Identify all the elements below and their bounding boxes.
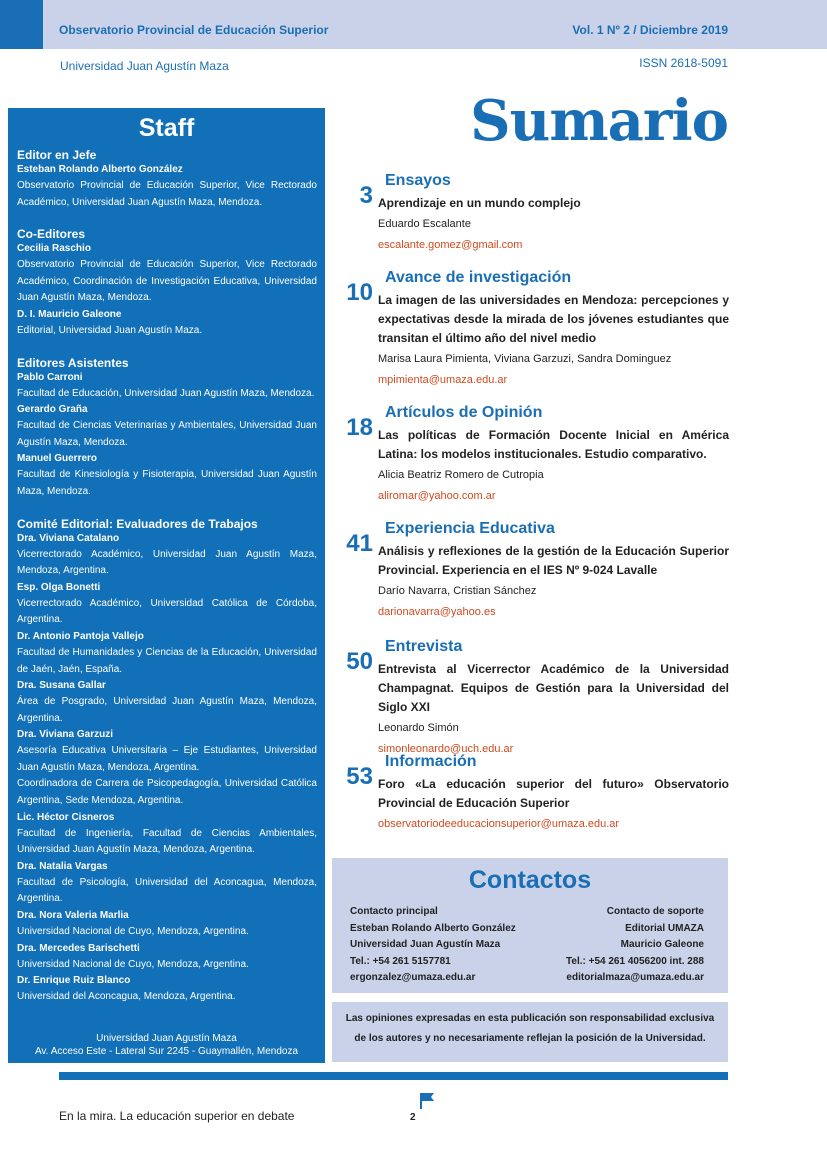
sumario-entry[interactable] [339,520,729,622]
entry-page-number: 53 [346,763,373,790]
header-university: Universidad Juan Agustín Maza [60,59,229,73]
staff-section-heading: Editor en Jefe [17,148,97,162]
header-issn: ISSN 2618-5091 [639,56,728,70]
contact-line: Tel.: +54 261 5157781 [350,955,451,967]
contact-line: Mauricio Galeone [620,939,704,951]
sumario-entry[interactable] [339,269,729,390]
entry-title: Foro «La educación superior del futuro» Observatorio Provincial de Educación Superior [378,777,729,810]
staff-person-name: Esp. Olga Bonetti [17,581,101,593]
staff-person-affiliation: Universidad del Aconcagua, Mendoza, Argentina. [17,991,236,1003]
contact-line: Contacto de soporte [606,906,704,917]
header-volume: Vol. 1 Nº 2 / Diciembre 2019 [572,23,728,37]
staff-person-name: Dra. Viviana Garzuzi [17,729,113,741]
staff-person-affiliation: Facultad de Educación, Universidad Juan Agustín Maza, Mendoza. [17,387,315,399]
entry-title: Análisis y reflexiones de la gestión de la Educación Superior Provincial. Experiencia en el IES Nº 9-024 Lavalle [378,544,729,577]
staff-panel [8,108,325,1063]
staff-section-heading: Co-Editores [17,227,86,242]
entry-email[interactable]: mpimienta@umaza.edu.ar [378,374,508,386]
staff-person-affiliation: Universidad Nacional de Cuyo, Mendoza, Argentina. [17,926,249,938]
staff-person-affiliation: Coordinadora de Carrera de Psicopedagogía, Universidad Católica Argentina, Sede Mendoza, Argentina. [17,778,317,807]
entry-title: Entrevista al Vicerrector Académico de la Universidad Champagnat. Equipos de Gestión para la Universidad del Siglo XXI [378,662,729,714]
entry-page-number: 3 [359,182,373,209]
staff-person-affiliation: Observatorio Provincial de Educación Superior, Vice Rectorado Académico, Universidad Juan Agustín Maza, Mendoza. [17,180,317,208]
staff-person-affiliation: Editorial, Universidad Juan Agustín Maza. [17,324,203,336]
staff-person-affiliation: Facultad de Humanidades y Ciencias de la Educación, Universidad de Jaén, Jaén, España. [17,646,317,675]
staff-list [8,143,325,1006]
sumario-entry[interactable] [339,753,729,834]
sumario-title: Sumario [470,88,728,154]
staff-person-name: Dr. Enrique Ruiz Blanco [17,975,131,987]
staff-person-affiliation: Facultad de Ingeniería, Facultad de Ciencias Ambientales, Universidad Juan Agustín Maza, Mendoza, Argentina. [17,827,317,856]
staff-person-affiliation: Facultad de Ciencias Veterinarias y Ambientales, Universidad Juan Agustín Maza, Mendoza. [17,420,317,448]
entry-authors: Alicia Beatriz Romero de Cutropia [378,469,544,481]
sumario-entry[interactable] [339,638,729,759]
staff-person-affiliation: Facultad de Kinesiología y Fisioterapia, Universidad Juan Agustín Maza, Mendoza. [17,469,317,497]
header-accent [0,0,43,49]
entry-email[interactable]: aliromar@yahoo.com.ar [378,490,496,502]
sumario-entry[interactable] [339,404,729,506]
footer-bar [59,1072,728,1080]
staff-person-affiliation: Asesoría Educativa Universitaria – Eje Estudiantes, Universidad Juan Agustín Maza, Mendoza, Argentina. [17,745,317,773]
staff-person-name: Esteban Rolando Alberto González [17,164,183,175]
entry-email[interactable]: observatoriodeeducacionsuperior@umaza.edu.ar [378,818,620,830]
staff-person-affiliation: Área de Posgrado, Universidad Juan Agustín Maza, Mendoza, Argentina. [17,696,317,724]
entry-category: Información [385,753,477,770]
staff-person-name: Dra. Nora Valeria Marlia [17,910,129,922]
staff-person-affiliation: Vicerrectorado Académico, Universidad Juan Agustín Maza, Mendoza, Argentina. [17,548,317,577]
contact-soporte [566,904,704,987]
staff-person-affiliation: Observatorio Provincial de Educación Superior, Vice Rectorado Académico, Coordinación de Investigación Educativa, Universidad Juan Agustín Maza, Mendoza. [17,259,317,304]
contact-email[interactable]: editorialmaza@umaza.edu.ar [566,972,704,984]
staff-person-name: Dra. Mercedes Barischetti [17,942,140,954]
entry-page-number: 18 [346,414,373,441]
contact-line: Tel.: +54 261 4056200 int. 288 [566,955,704,967]
entry-page-number: 10 [346,279,373,306]
entry-title: La imagen de las universidades en Mendoza: percepciones y expectativas desde la mirada de los jóvenes estudiantes que transitan el último año del nivel medio [378,293,729,345]
entry-authors: Eduardo Escalante [378,218,471,230]
contact-title: Contactos [468,866,592,894]
entry-category: Artículos de Opinión [385,404,543,421]
staff-person-affiliation: Vicerrectorado Académico, Universidad Católica de Córdoba, Argentina. [17,597,317,626]
entry-email[interactable]: escalante.gomez@gmail.com [378,239,523,251]
header-observatorio: Observatorio Provincial de Educación Superior [59,23,329,37]
staff-footer-line: Av. Acceso Este - Lateral Sur 2245 - Guaymallén, Mendoza [34,1046,299,1057]
staff-person-name: Lic. Héctor Cisneros [17,811,115,823]
staff-person-name: Gerardo Graña [17,404,88,416]
staff-person-name: Dra. Viviana Catalano [17,532,120,544]
staff-person-name: Manuel Guerrero [17,453,98,465]
contact-line: Esteban Rolando Alberto González [350,922,516,934]
staff-person-name: Dra. Susana Gallar [17,680,106,692]
entry-category: Experiencia Educativa [385,520,555,537]
disclaimer-line: Las opiniones expresadas en esta publicación son responsabilidad exclusiva [345,1013,715,1024]
staff-person-name: Cecilia Raschio [17,243,91,255]
entry-title: Las políticas de Formación Docente Inicial en América Latina: los modelos institucionales. Estudio comparativo. [378,428,729,461]
sumario-entry[interactable] [339,172,729,255]
staff-person-name: Dra. Natalia Vargas [17,860,108,872]
staff-footer-line: Universidad Juan Agustín Maza [96,1033,237,1044]
staff-section-heading: Comité Editorial: Evaluadores de Trabajos [17,516,258,531]
staff-footer [8,1032,325,1058]
staff-person-name: Dr. Antonio Pantoja Vallejo [17,630,144,642]
footer-title: En la mira. La educación superior en debate [59,1109,295,1123]
staff-person-name: D. I. Mauricio Galeone [17,308,122,320]
disclaimer-note [332,1002,728,1062]
contact-email[interactable]: ergonzalez@umaza.edu.ar [350,972,476,984]
contact-box [332,858,728,993]
entry-category: Ensayos [385,172,451,189]
entry-page-number: 50 [346,648,373,675]
entry-authors: Marisa Laura Pimienta, Viviana Garzuzi, Sandra Dominguez [378,353,672,365]
contact-principal [350,904,516,987]
entry-email[interactable]: simonleonardo@uch.edu.ar [378,743,514,755]
entry-page-number: 41 [346,530,373,557]
disclaimer-line: de los autores y no necesariamente reflejan la posición de la Universidad. [354,1033,706,1044]
entry-category: Entrevista [385,638,463,655]
staff-section-heading: Editores Asistentes [17,355,129,370]
page-number: 2 [410,1112,416,1123]
contact-line: Contacto principal [350,906,438,917]
staff-title: Staff [138,114,195,142]
entry-title: Aprendizaje en un mundo complejo [378,196,581,210]
header-bar [0,0,827,49]
entry-email[interactable]: darionavarra@yahoo.es [378,606,496,618]
staff-person-affiliation: Universidad Nacional de Cuyo, Mendoza, Argentina. [17,958,249,970]
entry-category: Avance de investigación [385,269,572,286]
contact-line: Editorial UMAZA [625,922,704,934]
flag-icon [420,1093,434,1109]
entry-authors: Darío Navarra, Cristian Sánchez [378,585,537,597]
staff-person-affiliation: Facultad de Psicología, Universidad del Aconcagua, Mendoza, Argentina. [17,876,317,905]
entry-authors: Leonardo Simón [378,722,459,734]
contact-line: Universidad Juan Agustín Maza [350,939,501,951]
staff-person-name: Pablo Carroni [17,371,83,383]
